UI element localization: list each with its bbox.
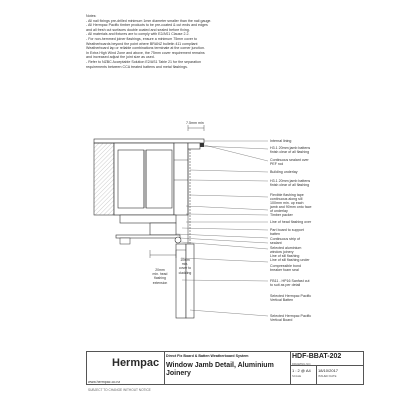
- label-sealant: Continuous sealant over: [270, 158, 309, 162]
- drawing-number-label: DRAWING NO.: [292, 362, 312, 366]
- label-internal-lining: Internal lining: [270, 139, 292, 143]
- glazing-panel: [146, 150, 172, 208]
- vertical-board: [186, 244, 194, 318]
- note-line: - All Hermpac Pacific timber products to be pre-coated & cut ends and edges: [86, 23, 208, 28]
- label-vertical-batten-2: Vertical Batten: [270, 298, 294, 302]
- glazing-panel: [118, 150, 144, 208]
- framing-stud: [94, 143, 114, 215]
- label-sealant-strip: Continuous strip of: [270, 237, 300, 241]
- timber-packer: [174, 143, 188, 215]
- label-sill-flashing: Line of sill flashing: [270, 254, 300, 258]
- label-flashing-tape-5: of underlay: [270, 209, 288, 213]
- label-vertical-batten: Selected Hermpac Pacific: [270, 294, 312, 298]
- label-jamb-batten-b: H3.1 20mm jamb battens: [270, 179, 311, 183]
- label-part-board: Part board to support: [270, 228, 304, 232]
- brand-url[interactable]: www.hermpac.co.nz: [88, 380, 121, 384]
- label-fixing: FB11 - HP16 Sanfast cut: [270, 279, 310, 283]
- note-line: - All materials and fixtures are to comply with E2/AS1 Clause 2.2.: [86, 32, 190, 37]
- drawing-number: HDF-BBAT-202: [292, 353, 342, 360]
- vertical-batten: [176, 244, 186, 318]
- label-bond-breaker-2: breaker foam seal: [270, 268, 299, 272]
- issued-date: 18/10/2017: [318, 368, 339, 373]
- drawing-title-line2: Joinery: [166, 370, 191, 377]
- label-sealant-strip-2: sealant: [270, 241, 282, 245]
- notes-heading: Notes:: [86, 14, 97, 18]
- scale-label: SCALE: [292, 374, 302, 378]
- sill-flashing: [116, 235, 180, 238]
- note-line: and increased adjust the joint size as used.: [86, 55, 155, 60]
- label-part-board-2: batten: [270, 232, 280, 236]
- system-name: Direct Fix Board & Batten Weatherboard System: [166, 354, 249, 358]
- label-building-underlay: Building underlay: [270, 170, 298, 174]
- label-jamb-batten-b2: finish clear of all flashing: [270, 183, 310, 187]
- label-timber-packer: Timber packer: [270, 213, 293, 217]
- note-line: Weatherboards beyond the point where BRANZ bulletin 411 compliant: [86, 41, 198, 46]
- dim-top-label: 7.5mm min: [186, 121, 204, 125]
- label-jamb-batten-2: finish clear of all flashing: [270, 150, 310, 154]
- scale-value: 1 : 2 @ A4: [292, 368, 311, 373]
- label-aluminium-joinery-2: window joinery: [270, 250, 294, 254]
- label-sealant-2: PEF rod: [270, 162, 284, 166]
- note-line: - Refer to NZBC Acceptable Solution E2/AS1 Table 21 for the separation: [86, 59, 201, 64]
- jamb-batten-top: [188, 143, 200, 149]
- subject-to-change: SUBJECT TO CHANGE WITHOUT NOTICE: [88, 388, 151, 392]
- aluminium-joinery: [150, 223, 176, 235]
- min-head-label: 20mm min. head flashing extension: [152, 268, 168, 285]
- note-line: - All nail fixings pre-drilled minimum 1mm diameter smaller than the nail gauge.: [86, 18, 212, 23]
- drawing-title: Window Jamb Detail, Aluminium: [166, 362, 274, 369]
- label-head-flashing: Line of head flashing over: [270, 220, 312, 224]
- issued-date-label: ISSUED DATE: [318, 374, 337, 378]
- note-line: In Extra High Wind Zone and above, the 75mm cover requirement remains: [86, 50, 205, 55]
- label-fixing-2: to suit as per detail: [270, 283, 301, 287]
- note-line: - For non-hemmed joiner flashings, ensure a minimum 75mm cover to: [86, 36, 198, 41]
- head-flashing-line: [120, 238, 130, 244]
- label-sill-flashing-under: Line of sill flashing under: [270, 258, 310, 262]
- brand-name: Hermpac: [112, 357, 160, 369]
- label-flashing-tape-2: continuous along sill: [270, 197, 303, 201]
- label-aluminium-joinery: Selected aluminium: [270, 246, 302, 250]
- label-vertical-board: Selected Hermpac Pacific: [270, 314, 312, 318]
- label-vertical-board-2: Vertical Board: [270, 318, 293, 322]
- label-flashing-tape-4: jamb and 90mm onto face: [270, 205, 312, 209]
- label-flashing-tape-3: 100mm min. up each: [270, 201, 304, 205]
- aluminium-joinery: [120, 215, 176, 223]
- label-bond-breaker: Compressible bond: [270, 264, 301, 268]
- cover-label: 10mm min. cover to cladding: [178, 258, 192, 275]
- note-line: requirements between CCA treated battens and metal flashings.: [86, 64, 188, 69]
- note-line: and all fresh cut surfaces double coated and sealed before fixing.: [86, 27, 190, 32]
- internal-lining: [94, 139, 204, 143]
- label-jamb-batten: H3.1 20mm jamb battens: [270, 146, 311, 150]
- label-flashing-tape: Flexible flashing tape: [270, 193, 304, 197]
- sealant-rod: [200, 143, 204, 147]
- note-line: Weatherboard lap or reliable combinations terminate at the corner junction.: [86, 46, 205, 51]
